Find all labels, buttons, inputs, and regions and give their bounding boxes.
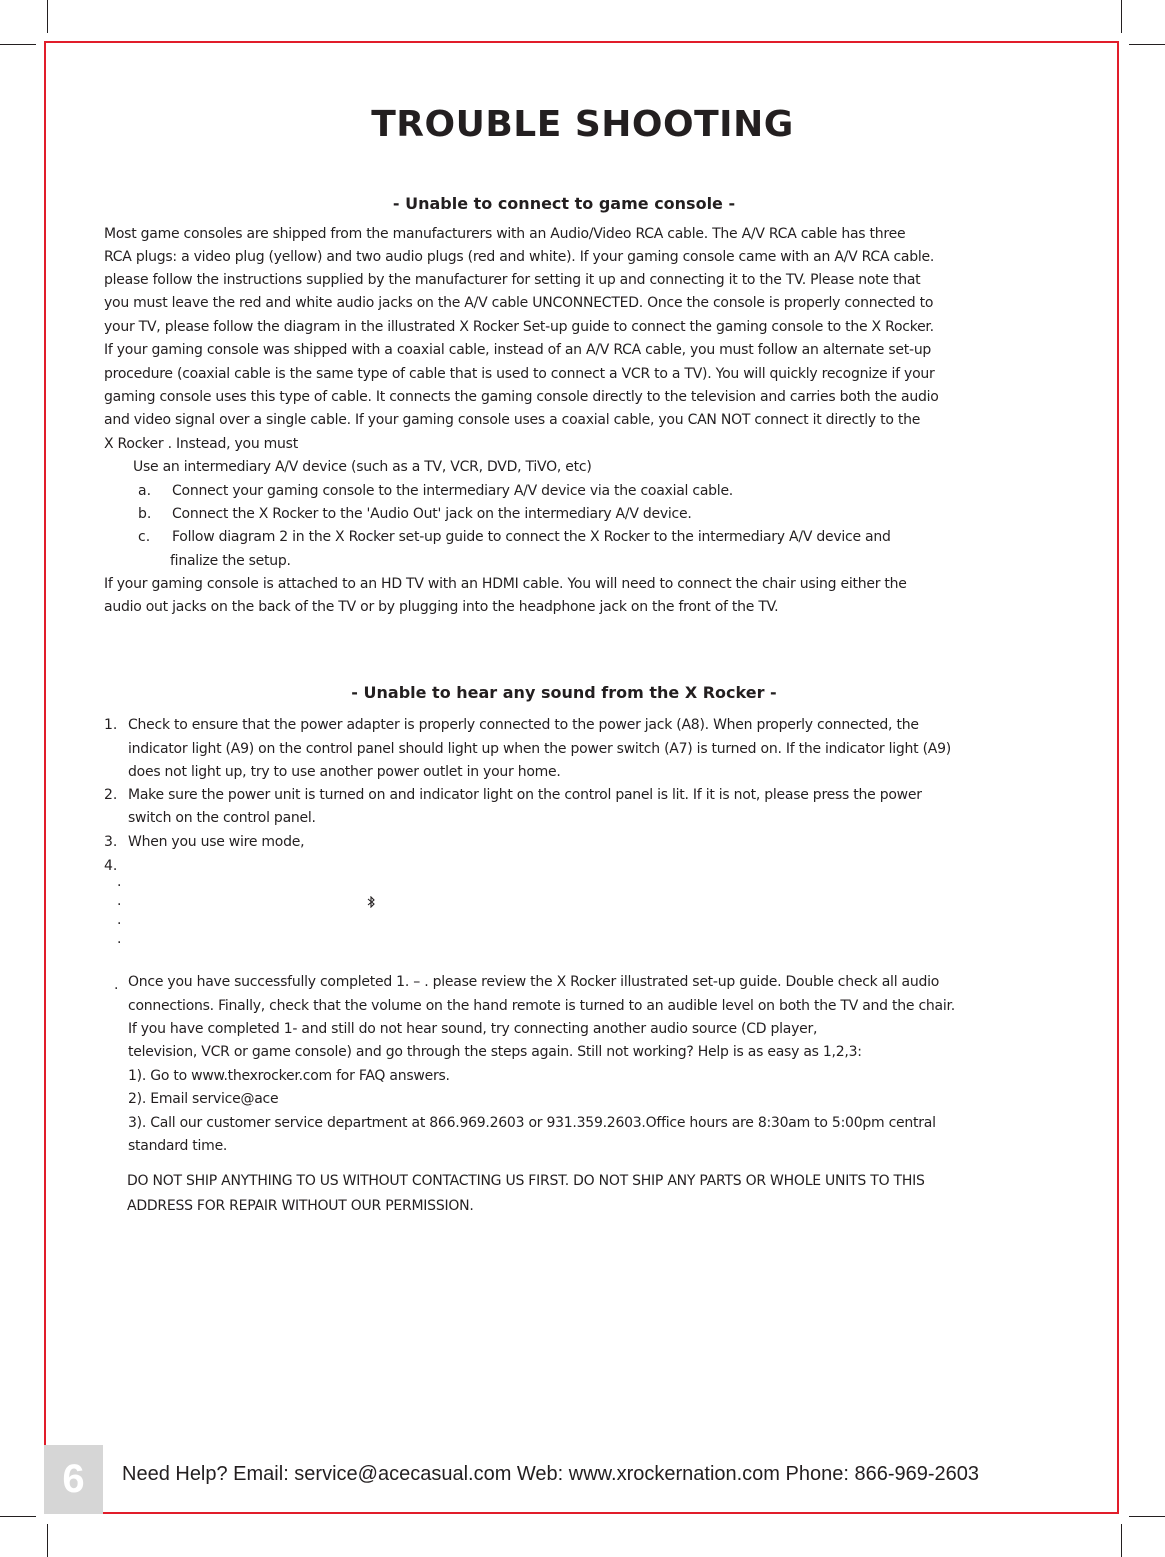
paragraph-line: please follow the instructions supplied by the manufacturer for setting it up and connecting it to the TV. Please note that [104,272,921,288]
crop-mark [1129,44,1165,45]
bluetooth-icon [367,896,376,908]
step-label: a. [138,483,152,499]
step-text: Follow diagram 2 in the X Rocker set-up guide to connect the X Rocker to the intermediary A/V device and [172,529,891,545]
warning-line: DO NOT SHIP ANYTHING TO US WITHOUT CONTACTING US FIRST. DO NOT SHIP ANY PARTS OR WHOLE UNITS TO THIS [127,1173,925,1189]
closing-line: Once you have successfully completed 1. – . please review the X Rocker illustrated set-up guide. Double check all audio [128,974,940,990]
paragraph-line: your TV, please follow the diagram in the illustrated X Rocker Set-up guide to connect the gaming console to the X Rocker. [104,319,934,335]
hdmi-line: If your gaming console is attached to an HD TV with an HDMI cable. You will need to connect the chair using either the [104,576,907,592]
sub-bullet: . [117,893,122,909]
crop-mark [0,1516,36,1517]
section-heading-console: - Unable to connect to game console - [392,194,736,213]
page-title: TROUBLE SHOOTING [371,104,794,145]
crop-mark [47,0,48,33]
closing-line: connections. Finally, check that the volume on the hand remote is turned to an audible level on both the TV and the chair. [128,998,955,1014]
crop-mark [1129,1516,1165,1517]
paragraph-line: and video signal over a single cable. If your gaming console uses a coaxial cable, you CAN NOT connect it directly to the [104,412,921,428]
step-label: c. [138,529,151,545]
step-label: b. [138,506,152,522]
list-item-line: When you use wire mode, [128,834,305,850]
sub-bullet: . [117,931,122,947]
closing-line: If you have completed 1- and still do not hear sound, try connecting another audio source (CD player, [128,1021,818,1037]
crop-mark [0,44,36,45]
list-item-line: Check to ensure that the power adapter is properly connected to the power jack (A8). When properly connected, the [128,717,919,733]
paragraph-line: gaming console uses this type of cable. It connects the gaming console directly to the television and carries both the audio [104,389,939,405]
sub-bullet: . [117,912,122,928]
closing-line: 3). Call our customer service department at 866.969.2603 or 931.359.2603.Office hours are 8:30am to 5:00pm central [128,1115,936,1131]
crop-mark [47,1524,48,1557]
paragraph-line: Most game consoles are shipped from the manufacturers with an Audio/Video RCA cable. The A/V RCA cable has three [104,226,906,242]
list-item-line: switch on the control panel. [128,810,316,826]
step-text: Connect the X Rocker to the 'Audio Out' jack on the intermediary A/V device. [172,506,692,522]
sub-bullet: . [117,874,122,890]
closing-line: 1). Go to www.thexrocker.com for FAQ answers. [128,1068,450,1084]
step-text-continued: finalize the setup. [170,553,291,569]
step-text: Connect your gaming console to the intermediary A/V device via the coaxial cable. [172,483,734,499]
crop-mark [1121,1524,1122,1557]
paragraph-line: X Rocker . Instead, you must [104,436,298,452]
paragraph-line: procedure (coaxial cable is the same type of cable that is used to connect a VCR to a TV). You will quickly recognize if your [104,366,935,382]
page-number: 6 [44,1445,103,1514]
paragraph-line: you must leave the red and white audio jacks on the A/V cable UNCONNECTED. Once the console is properly connected to [104,295,934,311]
closing-bullet: . [114,977,119,993]
paragraph-line: RCA plugs: a video plug (yellow) and two audio plugs (red and white). If your gaming console came with an A/V RCA cable. [104,249,935,265]
crop-mark [1121,0,1122,33]
section-heading-sound: - Unable to hear any sound from the X Rocker - [351,683,777,702]
hdmi-line: audio out jacks on the back of the TV or by plugging into the headphone jack on the front of the TV. [104,599,779,615]
list-number: 1. [104,717,118,733]
list-item-line: does not light up, try to use another power outlet in your home. [128,764,561,780]
list-item-line: indicator light (A9) on the control panel should light up when the power switch (A7) is turned on. If the indicator light (A9) [128,741,951,757]
list-item-line: Make sure the power unit is turned on and indicator light on the control panel is lit. If it is not, please press the power [128,787,922,803]
use-device-line: Use an intermediary A/V device (such as a TV, VCR, DVD, TiVO, etc) [133,459,592,475]
list-number: 4. [104,858,118,874]
footer-help-text: Need Help? Email: service@acecasual.com Web: www.xrockernation.com Phone: 866-969-2603 [122,1463,980,1485]
list-number: 3. [104,834,118,850]
closing-line: 2). Email service@ace [128,1091,279,1107]
closing-line: standard time. [128,1138,228,1154]
closing-line: television, VCR or game console) and go through the steps again. Still not working? Help is as easy as 1,2,3: [128,1044,862,1060]
warning-line: ADDRESS FOR REPAIR WITHOUT OUR PERMISSION. [127,1198,474,1214]
list-number: 2. [104,787,118,803]
paragraph-line: If your gaming console was shipped with a coaxial cable, instead of an A/V RCA cable, you must follow an alternate set-up [104,342,932,358]
